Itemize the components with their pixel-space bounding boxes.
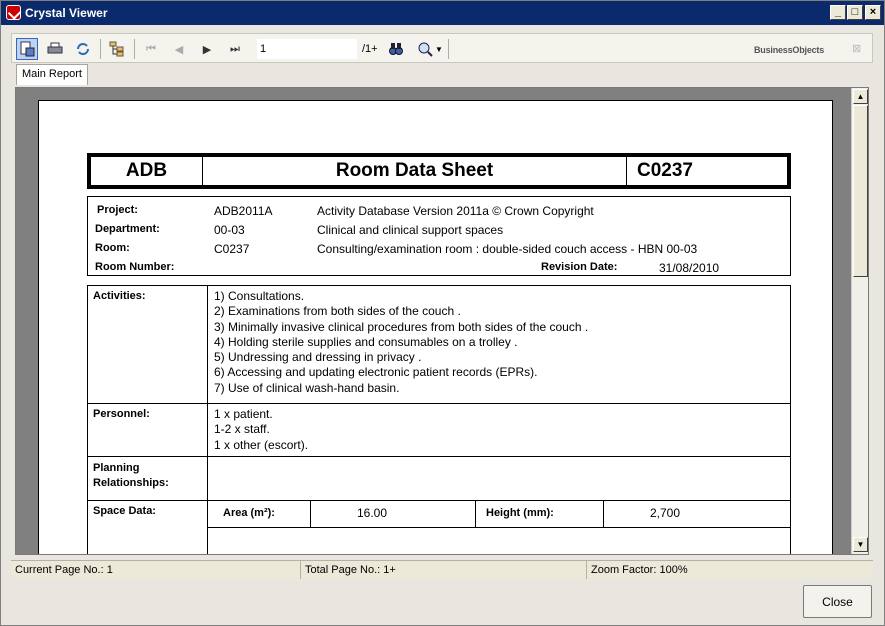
list-item: 4) Holding sterile supplies and consumables on a trolley . bbox=[214, 334, 518, 349]
report-page bbox=[38, 100, 833, 555]
project-info-box bbox=[87, 196, 791, 276]
first-page-icon[interactable]: ⏮ bbox=[146, 42, 156, 55]
report-viewer[interactable] bbox=[15, 87, 869, 555]
revision-date-value: 31/08/2010 bbox=[659, 261, 720, 275]
planning-row bbox=[88, 457, 790, 501]
scroll-thumb[interactable] bbox=[853, 105, 868, 277]
print-icon[interactable] bbox=[44, 38, 66, 60]
refresh-icon[interactable] bbox=[72, 38, 94, 60]
status-bar bbox=[11, 560, 873, 578]
room-data-table bbox=[87, 285, 791, 555]
height-value: 2,700 bbox=[650, 506, 681, 520]
page-number-input[interactable] bbox=[257, 39, 357, 59]
room-label: Room: bbox=[95, 242, 130, 254]
personnel-row bbox=[88, 404, 790, 457]
room-description: Consulting/examination room : double-sided couch access - HBN 00-03 bbox=[317, 242, 698, 256]
list-item: 7) Use of clinical wash-hand basin. bbox=[214, 380, 400, 395]
find-text-icon[interactable] bbox=[385, 38, 407, 60]
total-page-status: Total Page No.: 1+ bbox=[301, 561, 587, 579]
current-page-status: Current Page No.: 1 bbox=[11, 561, 301, 579]
space-data-label: Space Data: bbox=[88, 501, 208, 555]
planning-relationships-label bbox=[88, 457, 208, 500]
area-value: 16.00 bbox=[311, 501, 476, 527]
report-tabs bbox=[11, 63, 873, 85]
zoom-factor-status: Zoom Factor: 100% bbox=[591, 564, 688, 576]
scroll-down-icon[interactable]: ▼ bbox=[853, 537, 868, 552]
window-title: Crystal Viewer bbox=[25, 6, 108, 20]
crystal-app-icon bbox=[6, 5, 21, 20]
activities-row bbox=[88, 286, 790, 404]
list-item: 1-2 x staff. bbox=[214, 422, 270, 437]
zoom-icon[interactable] bbox=[414, 38, 436, 60]
export-report-icon[interactable] bbox=[16, 38, 38, 60]
project-value: ADB2011A bbox=[214, 204, 273, 218]
page-total-label: /1+ bbox=[362, 43, 378, 55]
maximize-button[interactable]: □ bbox=[847, 5, 863, 20]
revision-date-label: Revision Date: bbox=[541, 261, 618, 273]
project-description: Activity Database Version 2011a © Crown Copyright bbox=[317, 204, 594, 218]
header-org: ADB bbox=[91, 157, 203, 185]
title-bar[interactable] bbox=[1, 1, 884, 25]
project-label: Project: bbox=[97, 204, 138, 216]
department-description: Clinical and clinical support spaces bbox=[317, 223, 504, 237]
header-title: Room Data Sheet bbox=[203, 157, 627, 185]
next-page-icon[interactable]: ▶ bbox=[202, 43, 212, 56]
list-item: 1) Consultations. bbox=[214, 289, 305, 303]
area-label: Area (m²): bbox=[208, 501, 311, 527]
personnel-label: Personnel: bbox=[88, 404, 208, 456]
activities-list bbox=[214, 289, 588, 396]
businessobjects-logo: BusinessObjects bbox=[754, 45, 825, 55]
previous-page-icon[interactable]: ◀ bbox=[174, 43, 184, 56]
list-item: 1 x other (escort). bbox=[214, 437, 309, 452]
report-header bbox=[87, 153, 791, 189]
list-item: 1 x patient. bbox=[214, 407, 273, 421]
close-button[interactable]: Close bbox=[803, 585, 872, 618]
list-item: 3) Minimally invasive clinical procedures from both sides of the couch . bbox=[214, 319, 589, 334]
personnel-list bbox=[214, 407, 308, 453]
last-page-icon[interactable]: ⏭ bbox=[230, 42, 240, 55]
tab-main-report[interactable]: Main Report bbox=[16, 64, 88, 85]
minimize-button[interactable]: _ bbox=[830, 5, 846, 20]
planning-label-line-2: Relationships: bbox=[93, 477, 169, 489]
close-view-icon[interactable]: ⊠ bbox=[852, 43, 862, 55]
activities-label: Activities: bbox=[88, 286, 208, 403]
height-label: Height (mm): bbox=[476, 501, 604, 527]
room-number-label: Room Number: bbox=[95, 261, 175, 273]
scroll-up-icon[interactable]: ▲ bbox=[853, 89, 868, 104]
list-item: 2) Examinations from both sides of the couch . bbox=[214, 304, 461, 319]
space-data-row bbox=[88, 501, 790, 555]
zoom-dropdown-chevron-icon[interactable]: ▼ bbox=[435, 44, 443, 54]
department-label: Department: bbox=[95, 223, 160, 235]
room-value: C0237 bbox=[214, 242, 250, 256]
vertical-scrollbar[interactable] bbox=[851, 88, 868, 554]
toolbar bbox=[11, 33, 873, 63]
list-item: 6) Accessing and updating electronic patient records (EPRs). bbox=[214, 365, 538, 380]
header-room-code: C0237 bbox=[637, 160, 693, 181]
department-value: 00-03 bbox=[214, 223, 245, 237]
planning-label-line-1: Planning bbox=[93, 462, 140, 474]
close-window-button[interactable]: × bbox=[865, 5, 881, 20]
toggle-group-tree-icon[interactable] bbox=[106, 38, 128, 60]
list-item: 5) Undressing and dressing in privacy . bbox=[214, 350, 422, 365]
